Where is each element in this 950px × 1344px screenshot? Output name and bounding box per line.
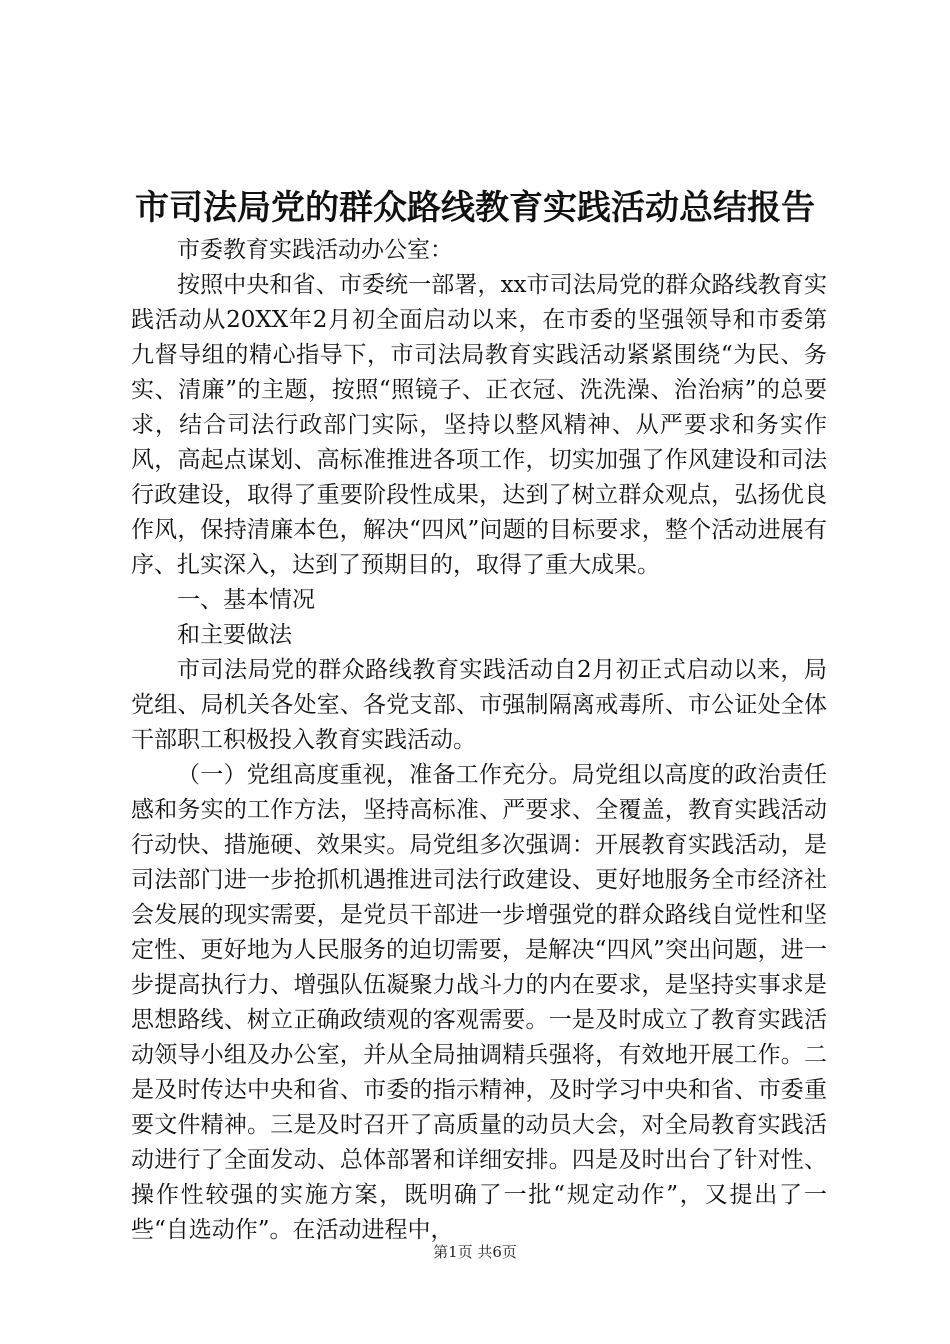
salutation: 市委教育实践活动办公室： [177, 237, 453, 263]
section-heading: 一、基本情况 [177, 587, 315, 613]
paragraph-overview: 市司法局党的群众路线教育实践活动自2月初正式启动以来，局党组、局机关各处室、各党支部、市强制隔离戒毒所、市公证处全体干部职工积极投入教育实践活动。 [131, 657, 827, 753]
document-title: 市司法局党的群众路线教育实践活动总结报告 [135, 188, 815, 228]
section-heading-continued: 和主要做法 [177, 622, 292, 648]
document-body [131, 233, 827, 1248]
paragraph-subsection-1: （一）党组高度重视，准备工作充分。局党组以高度的政治责任感和务实的工作方法，坚持高标准、严要求、全覆盖，教育实践活动行动快、措施硬、效果实。局党组多次强调：开展教育实践活动，是司法部门进一步抢抓机遇推进司法行政建设、更好地服务全市经济社会发展的现实需要，是党员干部进一步增强党的群众路线自觉性和坚定性、更好地为人民服务的迫切需要，是解决“四风”突出问题，进一步提高执行力、增强队伍凝聚力战斗力的内在要求，是坚持实事求是思想路线、树立正确政绩观的客观需要。一是及时成立了教育实践活动领导小组及办公室，并从全局抽调精兵强将，有效地开展工作。二是及时传达中央和省、市委的指示精神，及时学习中央和省、市委重要文件精神。三是及时召开了高质量的动员大会，对全局教育实践活动进行了全面发动、总体部署和详细安排。四是及时出台了针对性、操作性较强的实施方案，既明确了一批“规定动作”，又提出了一些“自选动作”。在活动进程中， [131, 762, 827, 1243]
page-number-footer: 第1页 共6页 [433, 1243, 517, 1261]
paragraph-intro: 按照中央和省、市委统一部署，xx市司法局党的群众路线教育实践活动从20XX年2月初全面启动以来，在市委的坚强领导和市委第九督导组的精心指导下，市司法局教育实践活动紧紧围绕“为民、务实、清廉”的主题，按照“照镜子、正衣冠、洗洗澡、治治病”的总要求，结合司法行政部门实际，坚持以整风精神、从严要求和务实作风，高起点谋划、高标准推进各项工作，切实加强了作风建设和司法行政建设，取得了重要阶段性成果，达到了树立群众观点，弘扬优良作风，保持清廉本色，解决“四风”问题的目标要求，整个活动进展有序、扎实深入，达到了预期目的，取得了重大成果。 [131, 272, 827, 578]
